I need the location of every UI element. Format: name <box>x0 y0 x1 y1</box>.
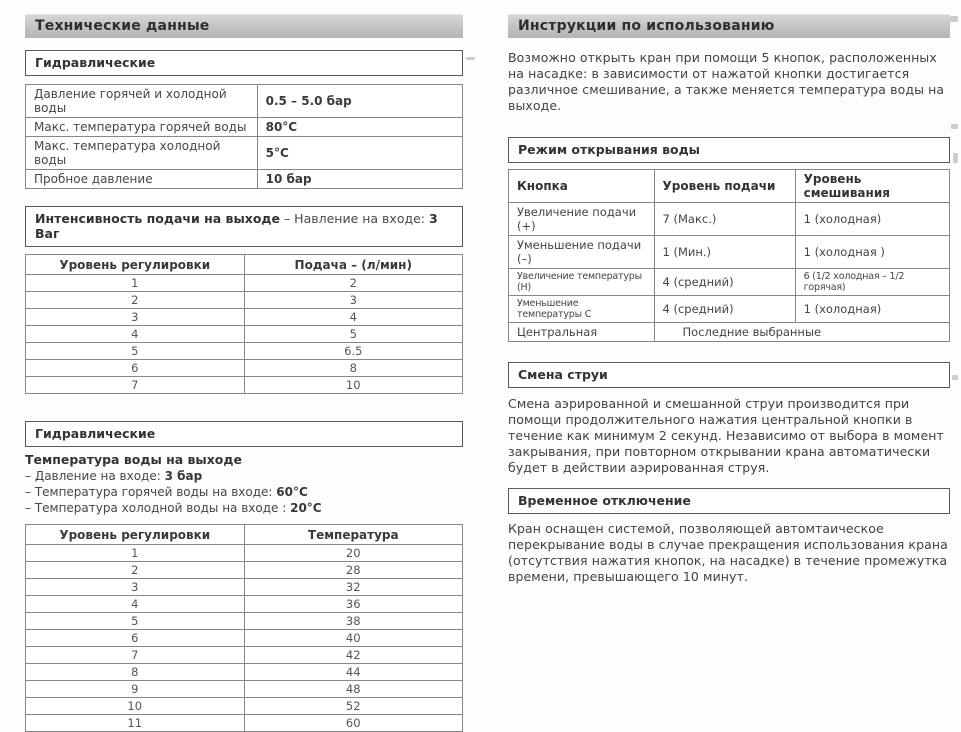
temp-value: 20 <box>244 545 463 562</box>
mode-flow: 1 (Мин.) <box>654 236 795 269</box>
hydraulics-value: 0.5 – 5.0 бар <box>257 85 462 118</box>
flow-value: 8 <box>244 360 463 377</box>
mode-button: Увеличение температуры (Н) <box>509 269 655 296</box>
mode-header-mix-level: Уровень смешивания <box>795 170 949 203</box>
mode-button-central: Центральная <box>509 323 655 342</box>
mode-button: Увеличение подачи (+) <box>509 203 655 236</box>
flow-value: 4 <box>244 309 463 326</box>
outlet-temperature-subtitle: Температура воды на выходе <box>25 452 242 467</box>
bullet-value: 60°C <box>276 485 308 499</box>
left-column <box>25 14 463 732</box>
mode-flow: 4 (средний) <box>654 269 795 296</box>
temp-level: 6 <box>26 630 245 647</box>
bullet-label: – Температура холодной воды на входе : <box>25 501 291 515</box>
temp-value: 42 <box>244 647 463 664</box>
table-row <box>26 647 463 664</box>
table-row <box>509 296 950 323</box>
table-row <box>26 170 463 189</box>
bullet-value: 3 бар <box>164 469 203 483</box>
hydraulics-value: 80°C <box>257 118 462 137</box>
box-jet-change-title: Смена струи <box>518 367 608 382</box>
mode-mix: 1 (холодная) <box>795 203 949 236</box>
table-header-row <box>509 170 950 203</box>
flow-value: 5 <box>244 326 463 343</box>
table-row <box>26 664 463 681</box>
box-flow-intensity-value: 3 Ваг <box>35 211 438 241</box>
mode-header-flow-level: Уровень подачи <box>654 170 795 203</box>
temperature-table-header-temp: Температура <box>244 525 463 545</box>
intro-paragraph: Возможно открыть кран при помощи 5 кнопок, расположенных на насадке: в зависимости от нажатой кнопки достигается различное смешивание, а также меняется температура воды на выходе. <box>508 50 945 113</box>
mode-central-value: Последние выбранные <box>654 323 949 342</box>
table-row <box>26 309 463 326</box>
temp-level: 7 <box>26 647 245 664</box>
box-hydraulics-1 <box>25 50 463 76</box>
temp-value: 32 <box>244 579 463 596</box>
box-temporary-shutoff <box>508 488 950 514</box>
temp-level: 2 <box>26 562 245 579</box>
bullet-value: 20°C <box>290 501 322 515</box>
flow-level: 3 <box>26 309 245 326</box>
box-temporary-shutoff-title: Временное отключение <box>518 493 691 508</box>
temporary-shutoff-paragraph: Кран оснащен системой, позволяющей автомтаическое перекрывание воды в случае прекращения использования крана (отсутствия нажатия кнопок, на насадке) в течение промежутка времени, превышающего 10 минут. <box>508 521 948 584</box>
table-row <box>26 715 463 732</box>
flow-table <box>25 254 463 394</box>
scan-artifact <box>951 124 958 129</box>
flow-level: 7 <box>26 377 245 394</box>
temp-level: 3 <box>26 579 245 596</box>
table-row <box>26 360 463 377</box>
table-row <box>26 275 463 292</box>
temp-level: 5 <box>26 613 245 630</box>
flow-level: 1 <box>26 275 245 292</box>
table-row <box>26 579 463 596</box>
box-flow-intensity-title: Интенсивность подачи на выходе <box>35 211 280 226</box>
box-flow-intensity-subtitle: – Навление на входе: <box>279 211 429 226</box>
flow-level: 5 <box>26 343 245 360</box>
right-column <box>508 14 950 585</box>
mode-flow: 4 (средний) <box>654 296 795 323</box>
temp-value: 36 <box>244 596 463 613</box>
bullet-cold-inlet-temp <box>25 500 463 516</box>
bullet-inlet-pressure <box>25 468 463 484</box>
bullet-label: – Температура горячей воды на входе: <box>25 485 277 499</box>
outlet-temperature-notes <box>25 452 463 516</box>
table-row <box>26 698 463 715</box>
bullet-label: – Давление на входе: <box>25 469 165 483</box>
hydraulics-value: 10 бар <box>257 170 462 189</box>
temp-value: 44 <box>244 664 463 681</box>
hydraulics-label: Макс. температура холодной воды <box>26 137 258 170</box>
mode-table <box>508 169 950 342</box>
table-row <box>26 681 463 698</box>
scan-artifact <box>466 57 475 60</box>
temperature-table <box>25 524 463 732</box>
temperature-table-header-level: Уровень регулировки <box>26 525 245 545</box>
temp-value: 40 <box>244 630 463 647</box>
scan-artifact <box>953 153 958 163</box>
table-header-row <box>26 525 463 545</box>
hydraulics-table <box>25 84 463 189</box>
temp-level: 11 <box>26 715 245 732</box>
table-row <box>26 377 463 394</box>
hydraulics-label: Пробное давление <box>26 170 258 189</box>
box-hydraulics-2-title: Гидравлические <box>35 426 156 441</box>
table-row <box>26 85 463 118</box>
table-row <box>26 137 463 170</box>
scan-artifact <box>950 16 958 22</box>
section-header-instructions-label: Инструкции по использованию <box>518 18 775 34</box>
hydraulics-label: Давление горячей и холодной воды <box>26 85 258 118</box>
box-water-opening-mode <box>508 137 950 163</box>
flow-value: 6.5 <box>244 343 463 360</box>
table-row <box>26 292 463 309</box>
temp-value: 52 <box>244 698 463 715</box>
table-row <box>26 630 463 647</box>
section-header-technical-data <box>25 14 463 38</box>
flow-value: 3 <box>244 292 463 309</box>
mode-button: Уменьшение температуры С <box>509 296 655 323</box>
box-jet-change <box>508 362 950 388</box>
mode-mix: 6 (1/2 холодная – 1/2 горячая) <box>795 269 949 296</box>
table-row <box>509 323 950 342</box>
table-row <box>509 269 950 296</box>
table-row <box>26 326 463 343</box>
box-hydraulics-2 <box>25 421 463 447</box>
flow-value: 10 <box>244 377 463 394</box>
temp-value: 60 <box>244 715 463 732</box>
flow-value: 2 <box>244 275 463 292</box>
flow-table-header-flowrate: Подача – (л/мин) <box>244 255 463 275</box>
table-row <box>509 236 950 269</box>
temp-level: 1 <box>26 545 245 562</box>
temp-level: 4 <box>26 596 245 613</box>
box-water-opening-mode-title: Режим открывания воды <box>518 142 700 157</box>
mode-button: Уменьшение подачи (–) <box>509 236 655 269</box>
flow-level: 2 <box>26 292 245 309</box>
section-header-technical-data-label: Технические данные <box>35 18 210 34</box>
mode-flow: 7 (Макс.) <box>654 203 795 236</box>
flow-level: 4 <box>26 326 245 343</box>
box-hydraulics-1-title: Гидравлические <box>35 55 156 70</box>
mode-header-button: Кнопка <box>509 170 655 203</box>
bullet-hot-inlet-temp <box>25 484 463 500</box>
section-header-instructions <box>508 14 950 38</box>
table-row <box>26 562 463 579</box>
mode-mix: 1 (холодная) <box>795 296 949 323</box>
table-row <box>26 118 463 137</box>
scan-artifact <box>952 375 958 380</box>
table-row <box>26 613 463 630</box>
temp-level: 8 <box>26 664 245 681</box>
mode-mix: 1 (холодная ) <box>795 236 949 269</box>
hydraulics-label: Макс. температура горячей воды <box>26 118 258 137</box>
temp-value: 38 <box>244 613 463 630</box>
table-row <box>26 545 463 562</box>
temp-value: 28 <box>244 562 463 579</box>
temp-level: 9 <box>26 681 245 698</box>
box-flow-intensity <box>25 206 463 247</box>
table-row <box>26 343 463 360</box>
flow-table-header-level: Уровень регулировки <box>26 255 245 275</box>
hydraulics-value: 5°C <box>257 137 462 170</box>
table-row <box>509 203 950 236</box>
table-row <box>26 596 463 613</box>
table-header-row <box>26 255 463 275</box>
temp-level: 10 <box>26 698 245 715</box>
jet-change-paragraph: Смена аэрированной и смешанной струи производится при помощи продолжительного нажатия центральной кнопки в течение как минимум 2 секунд. Независимо от выбора в момент закрывания, при повторном открывании крана автоматически будет в действии аэрированная струя. <box>508 396 944 475</box>
flow-level: 6 <box>26 360 245 377</box>
temp-value: 48 <box>244 681 463 698</box>
